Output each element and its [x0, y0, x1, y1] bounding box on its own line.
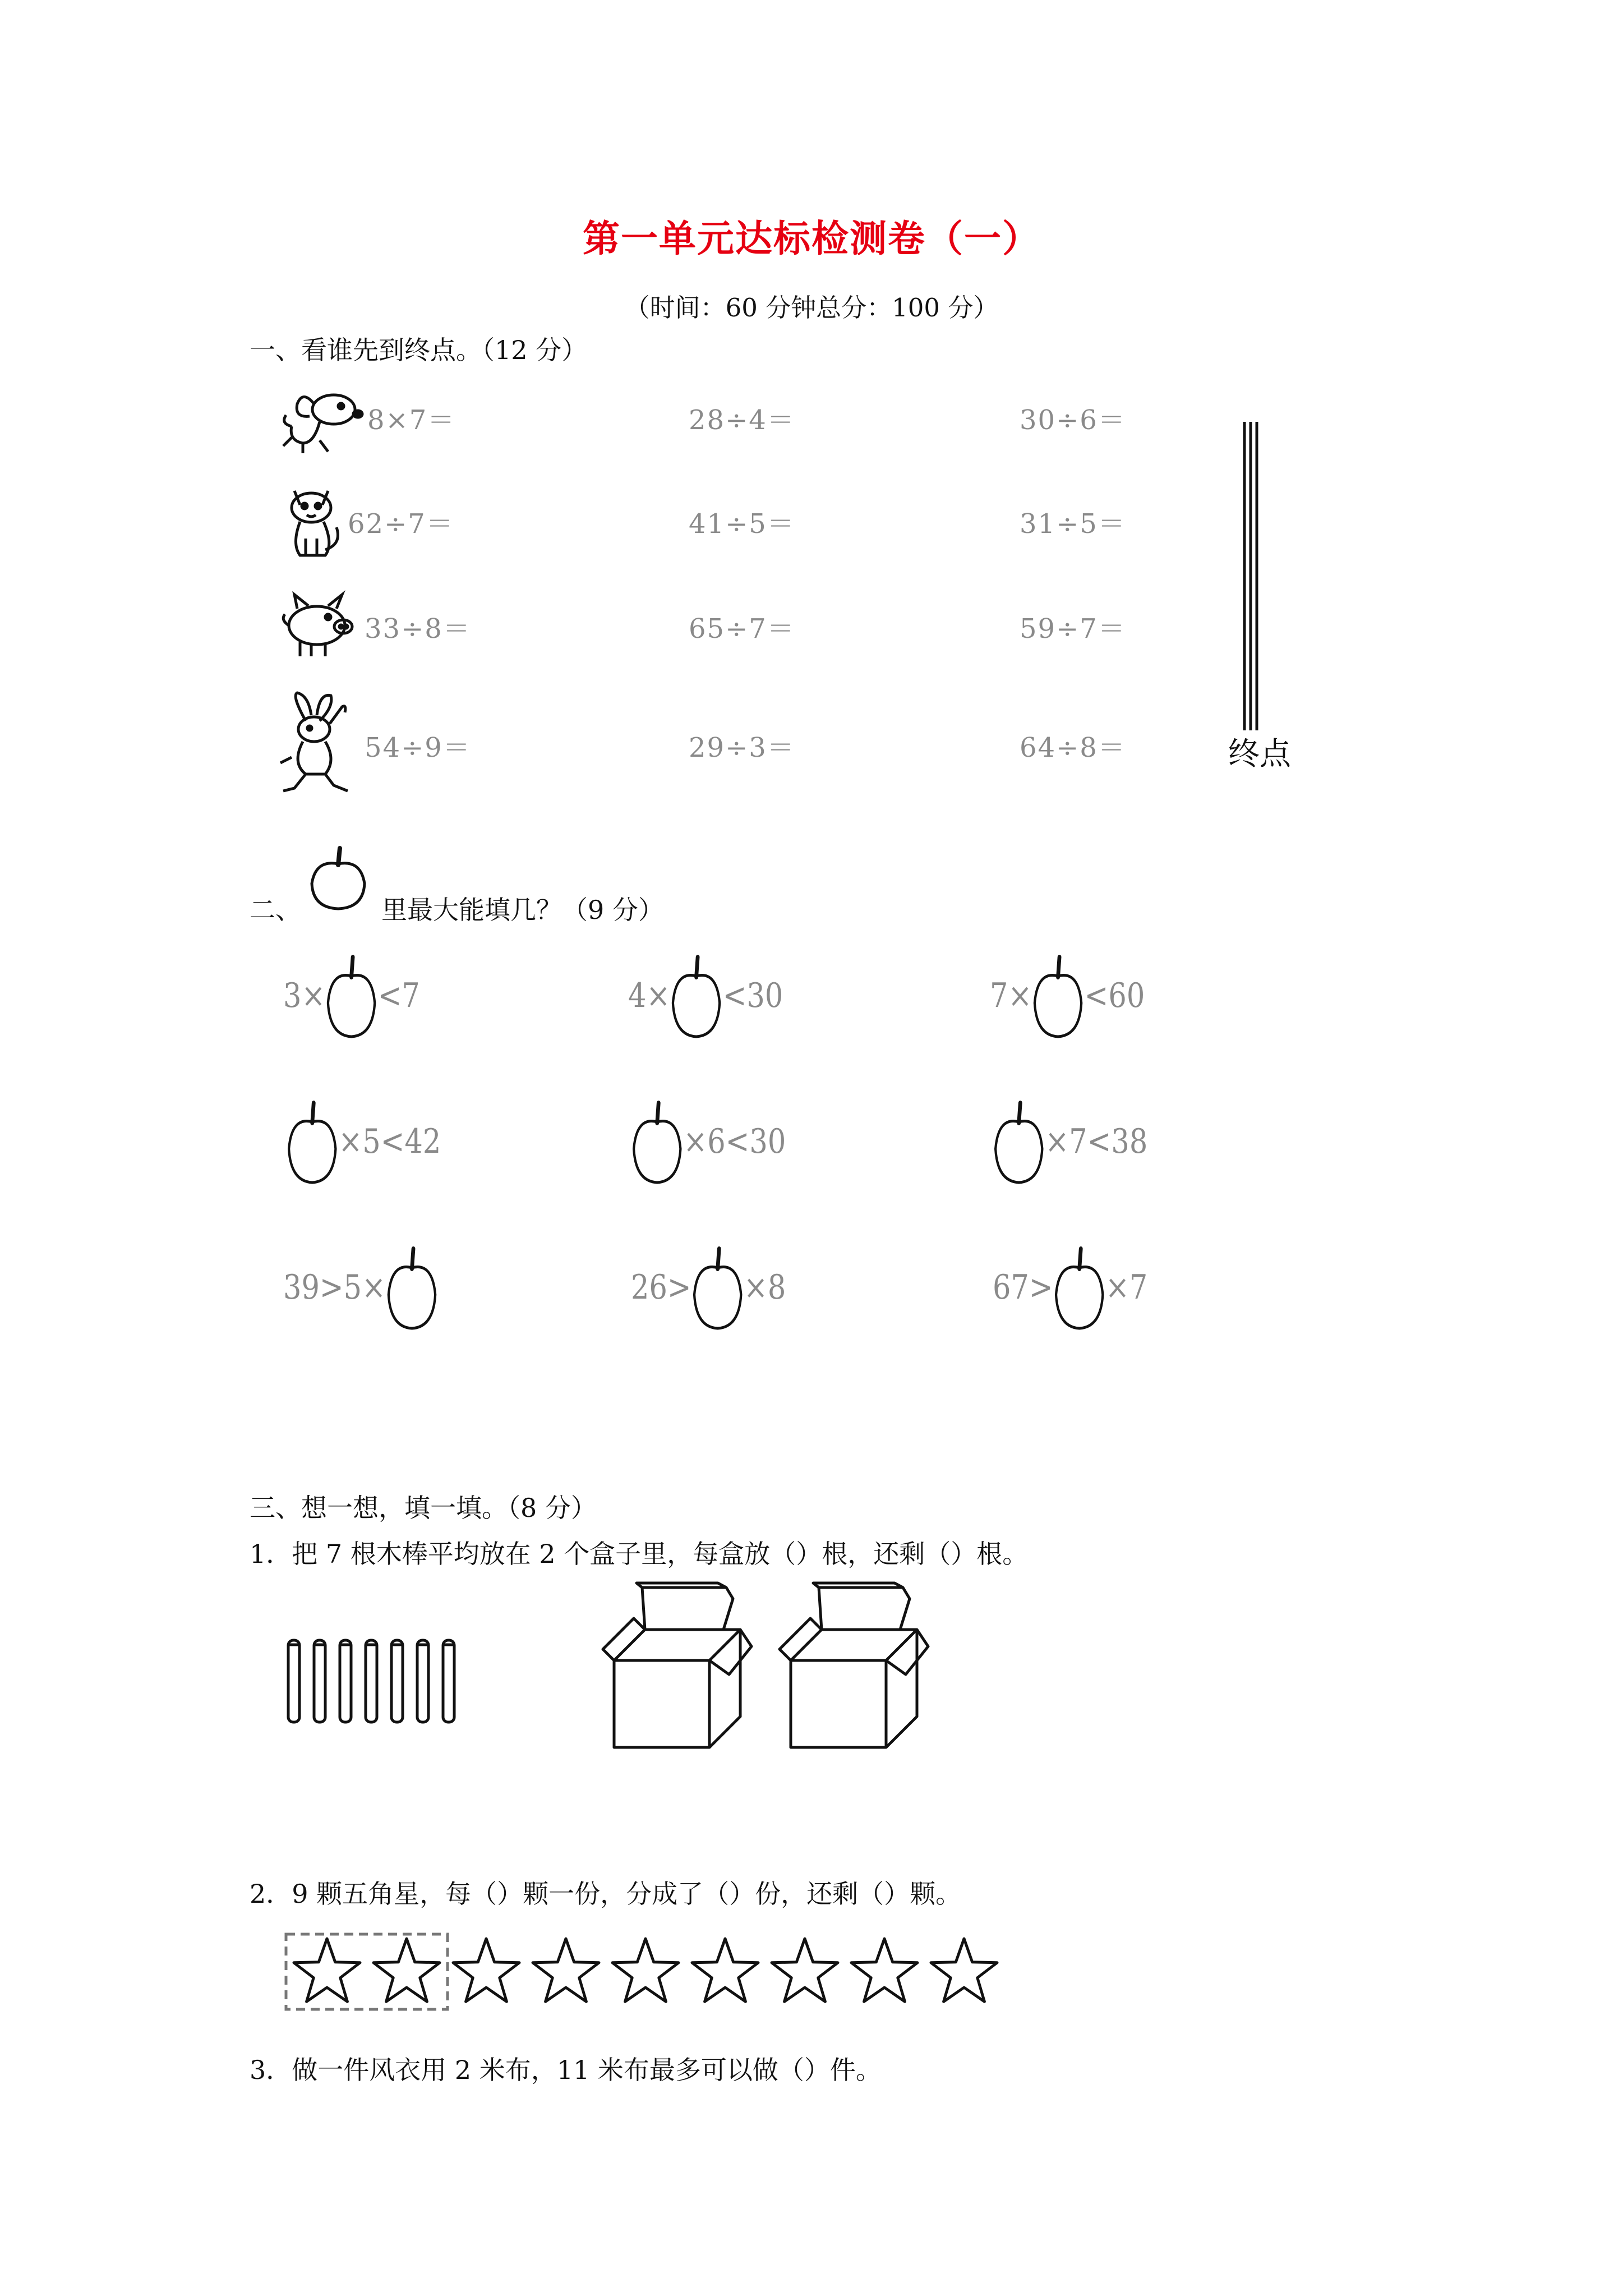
- apple-equation: [286, 1099, 441, 1184]
- star-icon: [294, 1939, 360, 2001]
- cat-icon: [283, 482, 345, 561]
- apple-equation: [283, 1245, 438, 1329]
- stars-illustration: [283, 1930, 1001, 2014]
- equation-right: ×7<38: [1045, 1122, 1148, 1161]
- equation-r3-c3: 59÷7＝: [1020, 613, 1126, 645]
- apple-icon: [307, 847, 369, 912]
- equation-left: 39>5×: [283, 1268, 386, 1307]
- page-title: 第一单元达标检测卷（一）: [583, 217, 1040, 260]
- section3-heading: 三、想一想，填一填。（8 分）: [250, 1493, 597, 1523]
- equation-r1-c3: 30÷6＝: [1020, 404, 1126, 436]
- equation-r4-c3: 64÷8＝: [1020, 732, 1126, 763]
- apple-blank-icon[interactable]: [1032, 954, 1085, 1038]
- apple-blank-icon[interactable]: [325, 954, 378, 1038]
- apple-blank-icon[interactable]: [993, 1099, 1045, 1184]
- equation-r1-c1: 8×7＝: [367, 404, 456, 436]
- rabbit-icon: [280, 690, 359, 797]
- equation-right: ×7: [1105, 1268, 1148, 1307]
- equation-left: 3×: [283, 976, 326, 1015]
- star-icon: [374, 1939, 440, 2001]
- finish-label: 终点: [1228, 736, 1291, 772]
- apple-blank-icon[interactable]: [631, 1099, 684, 1184]
- equation-right: ×5<42: [338, 1122, 441, 1161]
- apple-equation: [990, 954, 1145, 1038]
- apple-equation: [993, 1099, 1147, 1184]
- star-icon: [692, 1939, 758, 2001]
- page-subtitle: （时间：60 分钟总分：100 分）: [624, 293, 999, 323]
- open-box-icon: [603, 1582, 754, 1750]
- equation-right: <60: [1084, 976, 1145, 1015]
- equation-right: ×8: [744, 1268, 786, 1307]
- equation-right: <7: [377, 976, 420, 1015]
- apple-blank-icon[interactable]: [670, 954, 723, 1038]
- apple-equation: [993, 1245, 1147, 1329]
- apple-equation: [631, 1245, 786, 1329]
- star-icon: [772, 1939, 838, 2001]
- star-icon: [931, 1939, 997, 2001]
- star-icon: [851, 1939, 917, 2001]
- equation-r2-c1: 62÷7＝: [348, 508, 454, 540]
- sticks-illustration: [286, 1637, 460, 1727]
- apple-blank-icon[interactable]: [1053, 1245, 1106, 1329]
- equation-r2-c3: 31÷5＝: [1020, 508, 1126, 540]
- equation-r1-c2: 28÷4＝: [689, 404, 795, 436]
- section2-heading-suffix: 里最大能填几？（9 分）: [381, 895, 664, 925]
- star-icon: [453, 1939, 519, 2001]
- pig-icon: [280, 586, 359, 659]
- equation-r3-c2: 65÷7＝: [689, 613, 795, 645]
- apple-equation: [283, 954, 420, 1038]
- question-1: 1．把 7 根木棒平均放在 2 个盒子里，每盒放（）根，还剩（）根。: [250, 1539, 1029, 1569]
- apple-blank-icon[interactable]: [386, 1245, 439, 1329]
- equation-r3-c1: 33÷8＝: [365, 613, 471, 645]
- star-icon: [612, 1939, 679, 2001]
- section2-heading-prefix: 二、: [250, 895, 301, 925]
- apple-blank-icon[interactable]: [286, 1099, 339, 1184]
- apple-blank-icon[interactable]: [691, 1245, 744, 1329]
- equation-left: 7×: [990, 976, 1032, 1015]
- equation-right: <30: [722, 976, 783, 1015]
- equation-right: ×6<30: [683, 1122, 786, 1161]
- equation-r2-c2: 41÷5＝: [689, 508, 795, 540]
- question-2: 2．9 颗五角星，每（）颗一份，分成了（）份，还剩（）颗。: [250, 1879, 962, 1909]
- open-box-icon: [780, 1582, 931, 1750]
- equation-r4-c1: 54÷9＝: [365, 732, 471, 763]
- apple-equation: [631, 1099, 786, 1184]
- dog-icon: [280, 387, 365, 454]
- question-3: 3．做一件风衣用 2 米布，11 米布最多可以做（）件。: [250, 2055, 882, 2085]
- finish-line: [1242, 422, 1259, 730]
- apple-equation: [628, 954, 783, 1038]
- star-icon: [533, 1939, 599, 2001]
- equation-left: 26>: [631, 1268, 691, 1307]
- equation-r4-c2: 29÷3＝: [689, 732, 795, 763]
- section1-heading: 一、看谁先到终点。（12 分）: [250, 335, 588, 365]
- equation-left: 4×: [628, 976, 671, 1015]
- equation-left: 67>: [993, 1268, 1053, 1307]
